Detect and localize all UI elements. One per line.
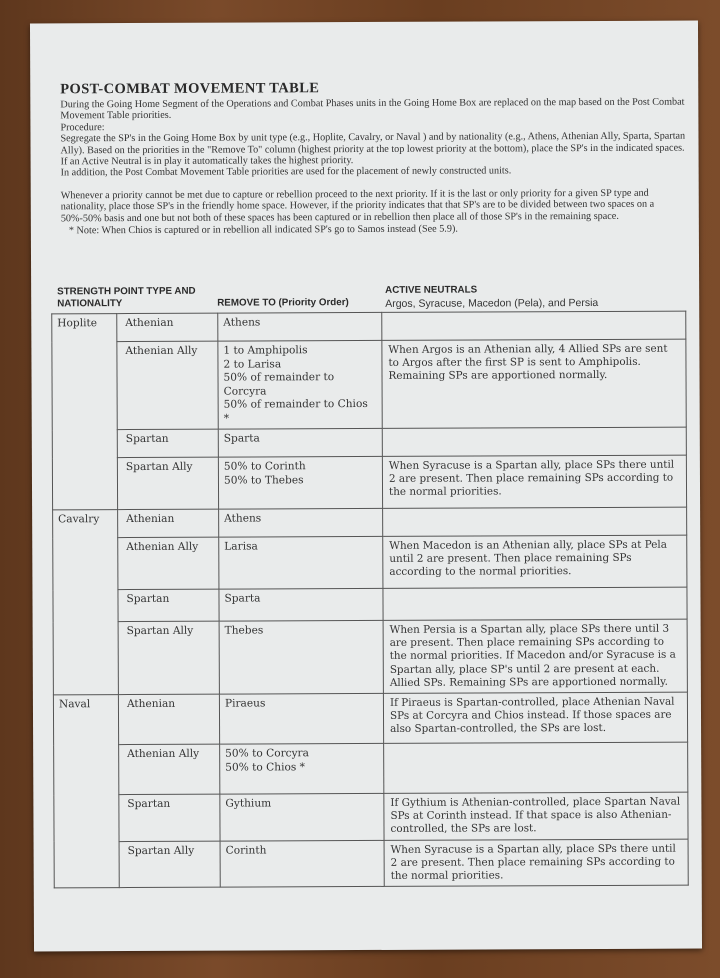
active-neutral-cell: When Macedon is an Athenian ally, place SPs at Pela until 2 are present. Then place remaining SPs according to the normal priorities. [383, 535, 687, 588]
table-row [52, 339, 686, 430]
post-combat-movement-table [51, 311, 689, 889]
unit-type-cell: Naval [53, 695, 119, 889]
intro-paragraph: In addition, the Post Combat Movement Table priorities are used for the placement of newly constructed units. [60, 165, 512, 179]
unit-type-cell: Cavalry [53, 510, 119, 695]
nationality-cell: Athenian [118, 509, 219, 537]
remove-to-cell [219, 693, 383, 744]
nationality-cell: Spartan Ally [119, 841, 220, 888]
priority-line: 2 to Larisa [223, 357, 282, 371]
table-row [53, 587, 687, 622]
table-title: POST-COMBAT MOVEMENT TABLE [60, 80, 320, 98]
remove-to-cell [218, 428, 382, 457]
table-row [53, 619, 687, 695]
rules-sheet [30, 21, 702, 952]
header-strength-point-type: STRENGTH POINT TYPE AND NATIONALITY [57, 285, 196, 310]
intro-paragraph: Segregate the SP's in the Going Home Box by unit type (e.g., Hoplite, Cavalry, or Naval ) and by nationality (e.g., Athens, Athenian Ally, Sparta, Spartan Ally). Based on the priorities in the "Remove To" column (highest priority at the top lowest priority at the bottom), place the SP's in the indicated spaces. If an Active Neutral is in play it automatically takes the highest priority. [60, 130, 686, 168]
remove-to-cell [219, 588, 383, 621]
active-neutral-cell [382, 311, 686, 340]
remove-to-cell [218, 456, 382, 509]
table-row [52, 311, 686, 342]
remove-to-cell [219, 536, 383, 589]
priority-line: Larisa [224, 540, 258, 553]
priority-line: Thebes [224, 624, 264, 637]
remove-to-cell [218, 312, 382, 341]
priority-line: 1 to Amphipolis [223, 344, 308, 357]
priority-line: Sparta [224, 592, 261, 605]
active-neutral-cell: When Syracuse is a Spartan ally, place SPs there until 2 are present. Then place remaining SPs according to the normal priorities. [382, 455, 686, 508]
chios-note: * Note: When Chios is captured or in rebellion all indicated SP's go to Samos instead (See 5.9). [68, 223, 458, 237]
priority-line: Sparta [223, 432, 260, 445]
intro-text [60, 97, 691, 237]
priority-paragraph: Whenever a priority cannot be met due to capture or rebellion proceed to the next priority. If it is the last or only priority for a given SP type and nationality, place those SP's in the friendly home space. However, if the priority indicates that that SP's are to be divided between two spaces on a 50%-50% basis and one but not both of these spaces has been captured or in rebellion then place all of those SP's in the remaining space. [60, 187, 655, 224]
priority-line: Piraeus [224, 697, 266, 710]
remove-to-cell [219, 620, 383, 694]
priority-line: 50% of remainder to Chios * [223, 397, 368, 425]
unit-type-cell: Hoplite [52, 314, 118, 510]
table-row [52, 455, 686, 510]
priority-line: 50% to Corinth [223, 460, 306, 473]
active-neutral-cell [383, 507, 687, 536]
remove-to-cell [220, 743, 384, 794]
nationality-cell: Spartan [118, 589, 219, 621]
table-row [53, 692, 687, 745]
table-row [52, 427, 686, 458]
active-neutral-cell [382, 427, 686, 456]
priority-line: 50% of remainder to Corcyra [223, 371, 335, 398]
priority-line: Athens [224, 512, 262, 525]
nationality-cell: Spartan Ally [118, 621, 219, 694]
active-neutral-cell: When Syracuse is a Spartan ally, place SPs there until 2 are present. Then place remaining SPs according to the normal priorities. [384, 839, 688, 887]
table-row [53, 535, 687, 590]
priority-line: Athens [223, 316, 261, 329]
priority-line: 50% to Thebes [223, 473, 304, 487]
remove-to-cell [220, 840, 384, 887]
remove-to-cell [219, 508, 383, 537]
nationality-cell: Spartan [117, 429, 218, 457]
table-row [54, 742, 688, 795]
header-active-neutrals: ACTIVE NEUTRALS [385, 284, 478, 296]
nationality-cell: Spartan Ally [117, 457, 218, 509]
intro-paragraph: Procedure: [60, 121, 105, 134]
active-neutral-cell: When Persia is a Spartan ally, place SPs there until 3 are present. Then place remaining SPs according to the normal priorities. If Macedon and/or Syracuse is a Spartan ally, place SP's until 2 are present at each. Allied SPs. Remaining SPs are apportioned normally. [383, 619, 687, 693]
priority-line: Gythium [225, 797, 272, 810]
table-row [53, 507, 687, 538]
intro-paragraph: During the Going Home Segment of the Operations and Combat Phases units in the Going Home Box are replaced on the map based on the Post Combat Movement Table priorities. [60, 96, 685, 122]
nationality-cell: Athenian Ally [117, 341, 218, 429]
nationality-cell: Spartan [119, 794, 220, 841]
nationality-cell: Athenian [117, 313, 218, 341]
priority-line: 50% to Corcyra [225, 747, 309, 760]
active-neutral-cell: If Piraeus is Spartan-controlled, place Athenian Naval SPs at Corcyra and Chios instead. If those spaces are also Spartan-controlled, the SPs are lost. [383, 692, 687, 743]
table-row [54, 839, 688, 888]
remove-to-cell [218, 340, 382, 429]
header-remove-to: REMOVE TO (Priority Order) [217, 297, 349, 309]
priority-line: Corinth [225, 844, 267, 857]
active-neutral-cell: If Gythium is Athenian-controlled, place Spartan Naval SPs at Corinth instead. If that space is also Athenian-controlled, the SPs are lost. [384, 792, 688, 840]
active-neutrals-list: Argos, Syracuse, Macedon (Pela), and Persia [385, 296, 599, 310]
nationality-cell: Athenian Ally [118, 537, 219, 589]
priority-line: 50% to Chios * [225, 760, 305, 774]
table-row [54, 792, 688, 841]
nationality-cell: Athenian Ally [119, 744, 220, 794]
active-neutral-cell [383, 587, 687, 620]
active-neutral-cell [384, 742, 688, 793]
nationality-cell: Athenian [118, 694, 219, 744]
active-neutral-cell: When Argos is an Athenian ally, 4 Allied SPs are sent to Argos after the first SP is sent to Amphipolis. Remaining SPs are apportioned normally. [382, 339, 686, 428]
remove-to-cell [220, 793, 384, 840]
